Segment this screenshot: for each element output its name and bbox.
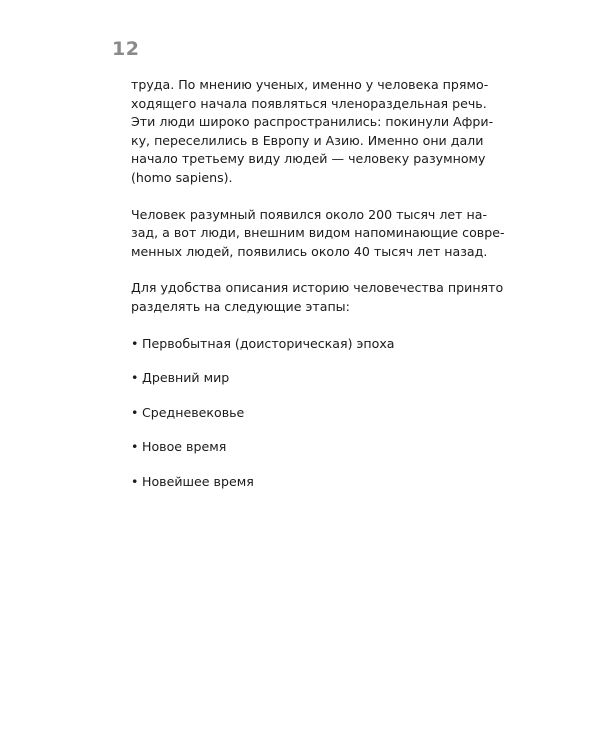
bullet-icon: • xyxy=(131,473,139,489)
page-content xyxy=(131,76,505,508)
text-line: менных людей, появились около 40 тысяч лет назад. xyxy=(131,243,488,259)
list-item xyxy=(131,404,471,423)
era-list xyxy=(131,335,471,492)
list-item-text: Древний мир xyxy=(142,370,230,386)
paragraph-3 xyxy=(131,279,504,316)
text-line: разделять на следующие этапы: xyxy=(131,298,350,314)
paragraph-1 xyxy=(131,76,494,188)
text-line: (homo sapiens). xyxy=(131,169,233,185)
bullet-icon: • xyxy=(131,370,139,386)
bullet-icon: • xyxy=(131,439,139,455)
list-item-text: Средневековье xyxy=(142,404,245,420)
text-line: Для удобства описания историю человечества принято xyxy=(131,280,504,296)
list-item-text: Новое время xyxy=(142,439,227,455)
list-item-text: Новейшее время xyxy=(142,473,254,489)
bullet-icon: • xyxy=(131,335,139,351)
list-item-text: Первобытная (доисторическая) эпоха xyxy=(142,335,395,351)
text-line: ку, переселились в Европу и Азию. Именно они дали xyxy=(131,132,484,148)
text-line: Человек разумный появился около 200 тысяч лет на- xyxy=(131,206,487,222)
paragraph-2 xyxy=(131,206,505,262)
list-item xyxy=(131,369,471,388)
text-line: начало третьему виду людей — человеку разумному xyxy=(131,151,486,167)
text-line: зад, а вот люди, внешним видом напоминающие совре- xyxy=(131,225,505,241)
text-line: Эти люди широко распространились: покинули Афри- xyxy=(131,114,494,130)
list-item xyxy=(131,473,471,492)
bullet-icon: • xyxy=(131,404,139,420)
list-item xyxy=(131,438,471,457)
page-number: 12 xyxy=(112,38,140,60)
text-line: труда. По мнению ученых, именно у человека прямо- xyxy=(131,77,489,92)
list-item xyxy=(131,335,471,354)
text-line: ходящего начала появляться членораздельная речь. xyxy=(131,95,487,111)
